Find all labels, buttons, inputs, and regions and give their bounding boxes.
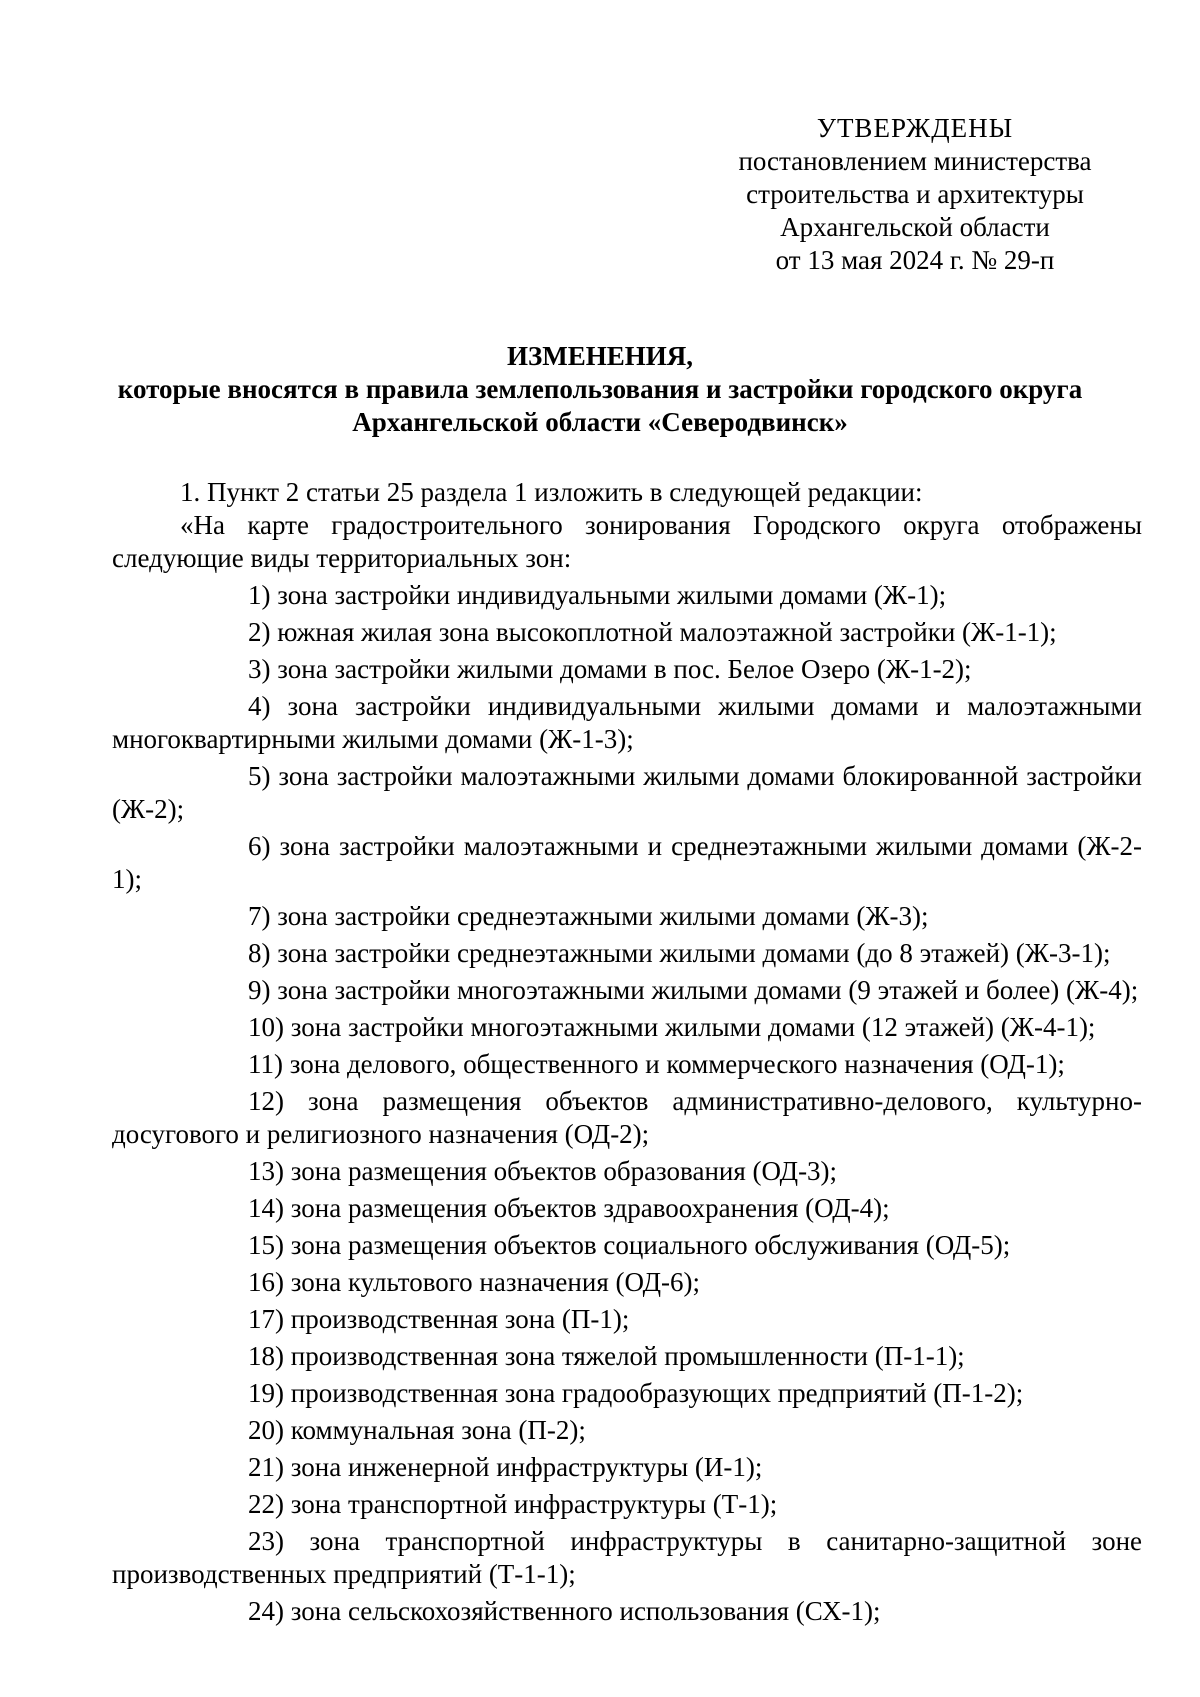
list-item-number: 6) <box>248 831 271 861</box>
approval-date-number: от 13 мая 2024 г. № 29-п <box>775 245 1055 275</box>
list-item-number: 3) <box>248 654 271 684</box>
title-line-1: ИЗМЕНЕНИЯ, <box>506 341 693 371</box>
list-item-text: зона инженерной инфраструктуры (И-1); <box>290 1452 763 1482</box>
title-line-2: которые вносятся в правила землепользования и застройки городского округа <box>117 374 1083 404</box>
list-item <box>112 1414 1142 1447</box>
list-item-text: зона размещения объектов образования (ОД-3); <box>290 1156 838 1186</box>
list-item-text: зона делового, общественного и коммерческого назначения (ОД-1); <box>289 1049 1065 1079</box>
list-item <box>112 830 1142 896</box>
zone-list <box>112 579 1142 1628</box>
list-item <box>112 1266 1142 1299</box>
list-item-text: зона застройки индивидуальными жилыми домами и малоэтажными многоквартирными жилыми домами (Ж-1-3); <box>112 691 1142 754</box>
list-item <box>112 974 1142 1007</box>
list-item-text: зона транспортной инфраструктуры (Т-1); <box>290 1489 778 1519</box>
list-item <box>112 616 1142 649</box>
list-item-text: производственная зона (П-1); <box>290 1304 630 1334</box>
list-item-text: зона застройки многоэтажными жилыми домами (9 этажей и более) (Ж-4); <box>277 975 1139 1005</box>
list-item-number: 5) <box>248 761 271 791</box>
list-item-number: 17) <box>248 1304 284 1334</box>
list-item <box>112 1085 1142 1151</box>
list-item <box>112 1048 1142 1081</box>
list-item-text: зона застройки многоэтажными жилыми домами (12 этажей) (Ж-4-1); <box>290 1012 1096 1042</box>
list-item-number: 1) <box>248 580 271 610</box>
list-item-number: 13) <box>248 1156 284 1186</box>
intro-paragraph: «На карте градостроительного зонирования Городского округа отображены следующие виды территориальных зон: <box>112 510 1142 573</box>
list-item-text: коммунальная зона (П-2); <box>290 1415 586 1445</box>
list-item <box>112 690 1142 756</box>
list-item-number: 9) <box>248 975 271 1005</box>
list-item <box>112 1155 1142 1188</box>
point-1: 1. Пункт 2 статьи 25 раздела 1 изложить в следующей редакции: <box>180 477 923 507</box>
list-item <box>112 1229 1142 1262</box>
list-item-text: зона застройки малоэтажными жилыми домами блокированной застройки (Ж-2); <box>112 761 1143 824</box>
list-item-text: зона застройки малоэтажными и среднеэтажными жилыми домами (Ж-2-1); <box>112 831 1142 894</box>
list-item-text: южная жилая зона высокоплотной малоэтажной застройки (Ж-1-1); <box>277 617 1057 647</box>
list-item-number: 22) <box>248 1489 284 1519</box>
approval-line-3: Архангельской области <box>780 212 1050 242</box>
list-item-number: 2) <box>248 617 271 647</box>
list-item-number: 12) <box>248 1086 284 1116</box>
list-item-number: 18) <box>248 1341 284 1371</box>
list-item-number: 10) <box>248 1012 284 1042</box>
list-item <box>112 1192 1142 1225</box>
list-item-text: зона застройки жилыми домами в пос. Белое Озеро (Ж-1-2); <box>277 654 972 684</box>
list-item-text: зона сельскохозяйственного использования (СХ-1); <box>290 1596 881 1626</box>
document-body <box>112 476 1142 1632</box>
approval-line-1: постановлением министерства <box>738 146 1092 176</box>
approval-block <box>680 112 1150 277</box>
list-item <box>112 1340 1142 1373</box>
approval-heading: УТВЕРЖДЕНЫ <box>816 113 1014 143</box>
list-item-number: 21) <box>248 1452 284 1482</box>
list-item <box>112 1377 1142 1410</box>
list-item-text: зона застройки среднеэтажными жилыми домами (Ж-3); <box>277 901 929 931</box>
list-item-text: зона транспортной инфраструктуры в санитарно-защитной зоне производственных предприятий (Т-1-1); <box>112 1526 1142 1589</box>
list-item-number: 15) <box>248 1230 284 1260</box>
list-item <box>112 1595 1142 1628</box>
list-item <box>112 1303 1142 1336</box>
list-item-number: 14) <box>248 1193 284 1223</box>
list-item-number: 16) <box>248 1267 284 1297</box>
list-item-text: зона застройки среднеэтажными жилыми домами (до 8 этажей) (Ж-3-1); <box>277 938 1111 968</box>
list-item <box>112 760 1142 826</box>
list-item-number: 23) <box>248 1526 284 1556</box>
list-item-text: зона размещения объектов здравоохранения (ОД-4); <box>290 1193 890 1223</box>
list-item-text: производственная зона тяжелой промышленности (П-1-1); <box>290 1341 965 1371</box>
list-item-text: зона размещения объектов административно-делового, культурно-досугового и религиозного назначения (ОД-2); <box>112 1086 1142 1149</box>
list-item-number: 8) <box>248 938 271 968</box>
list-item-text: зона застройки индивидуальными жилыми домами (Ж-1); <box>277 580 947 610</box>
list-item-number: 19) <box>248 1378 284 1408</box>
list-item-text: производственная зона градообразующих предприятий (П-1-2); <box>290 1378 1024 1408</box>
list-item <box>112 1525 1142 1591</box>
list-item-number: 24) <box>248 1596 284 1626</box>
list-item <box>112 1488 1142 1521</box>
list-item <box>112 900 1142 933</box>
list-item-text: зона размещения объектов социального обслуживания (ОД-5); <box>290 1230 1011 1260</box>
list-item-text: зона культового назначения (ОД-6); <box>290 1267 701 1297</box>
list-item <box>112 653 1142 686</box>
list-item-number: 4) <box>248 691 271 721</box>
title-line-3: Архангельской области «Северодвинск» <box>352 407 848 437</box>
list-item <box>112 1451 1142 1484</box>
list-item-number: 7) <box>248 901 271 931</box>
document-title <box>100 340 1100 439</box>
list-item-number: 11) <box>248 1049 283 1079</box>
list-item <box>112 937 1142 970</box>
list-item-number: 20) <box>248 1415 284 1445</box>
list-item <box>112 579 1142 612</box>
list-item <box>112 1011 1142 1044</box>
approval-line-2: строительства и архитектуры <box>746 179 1084 209</box>
